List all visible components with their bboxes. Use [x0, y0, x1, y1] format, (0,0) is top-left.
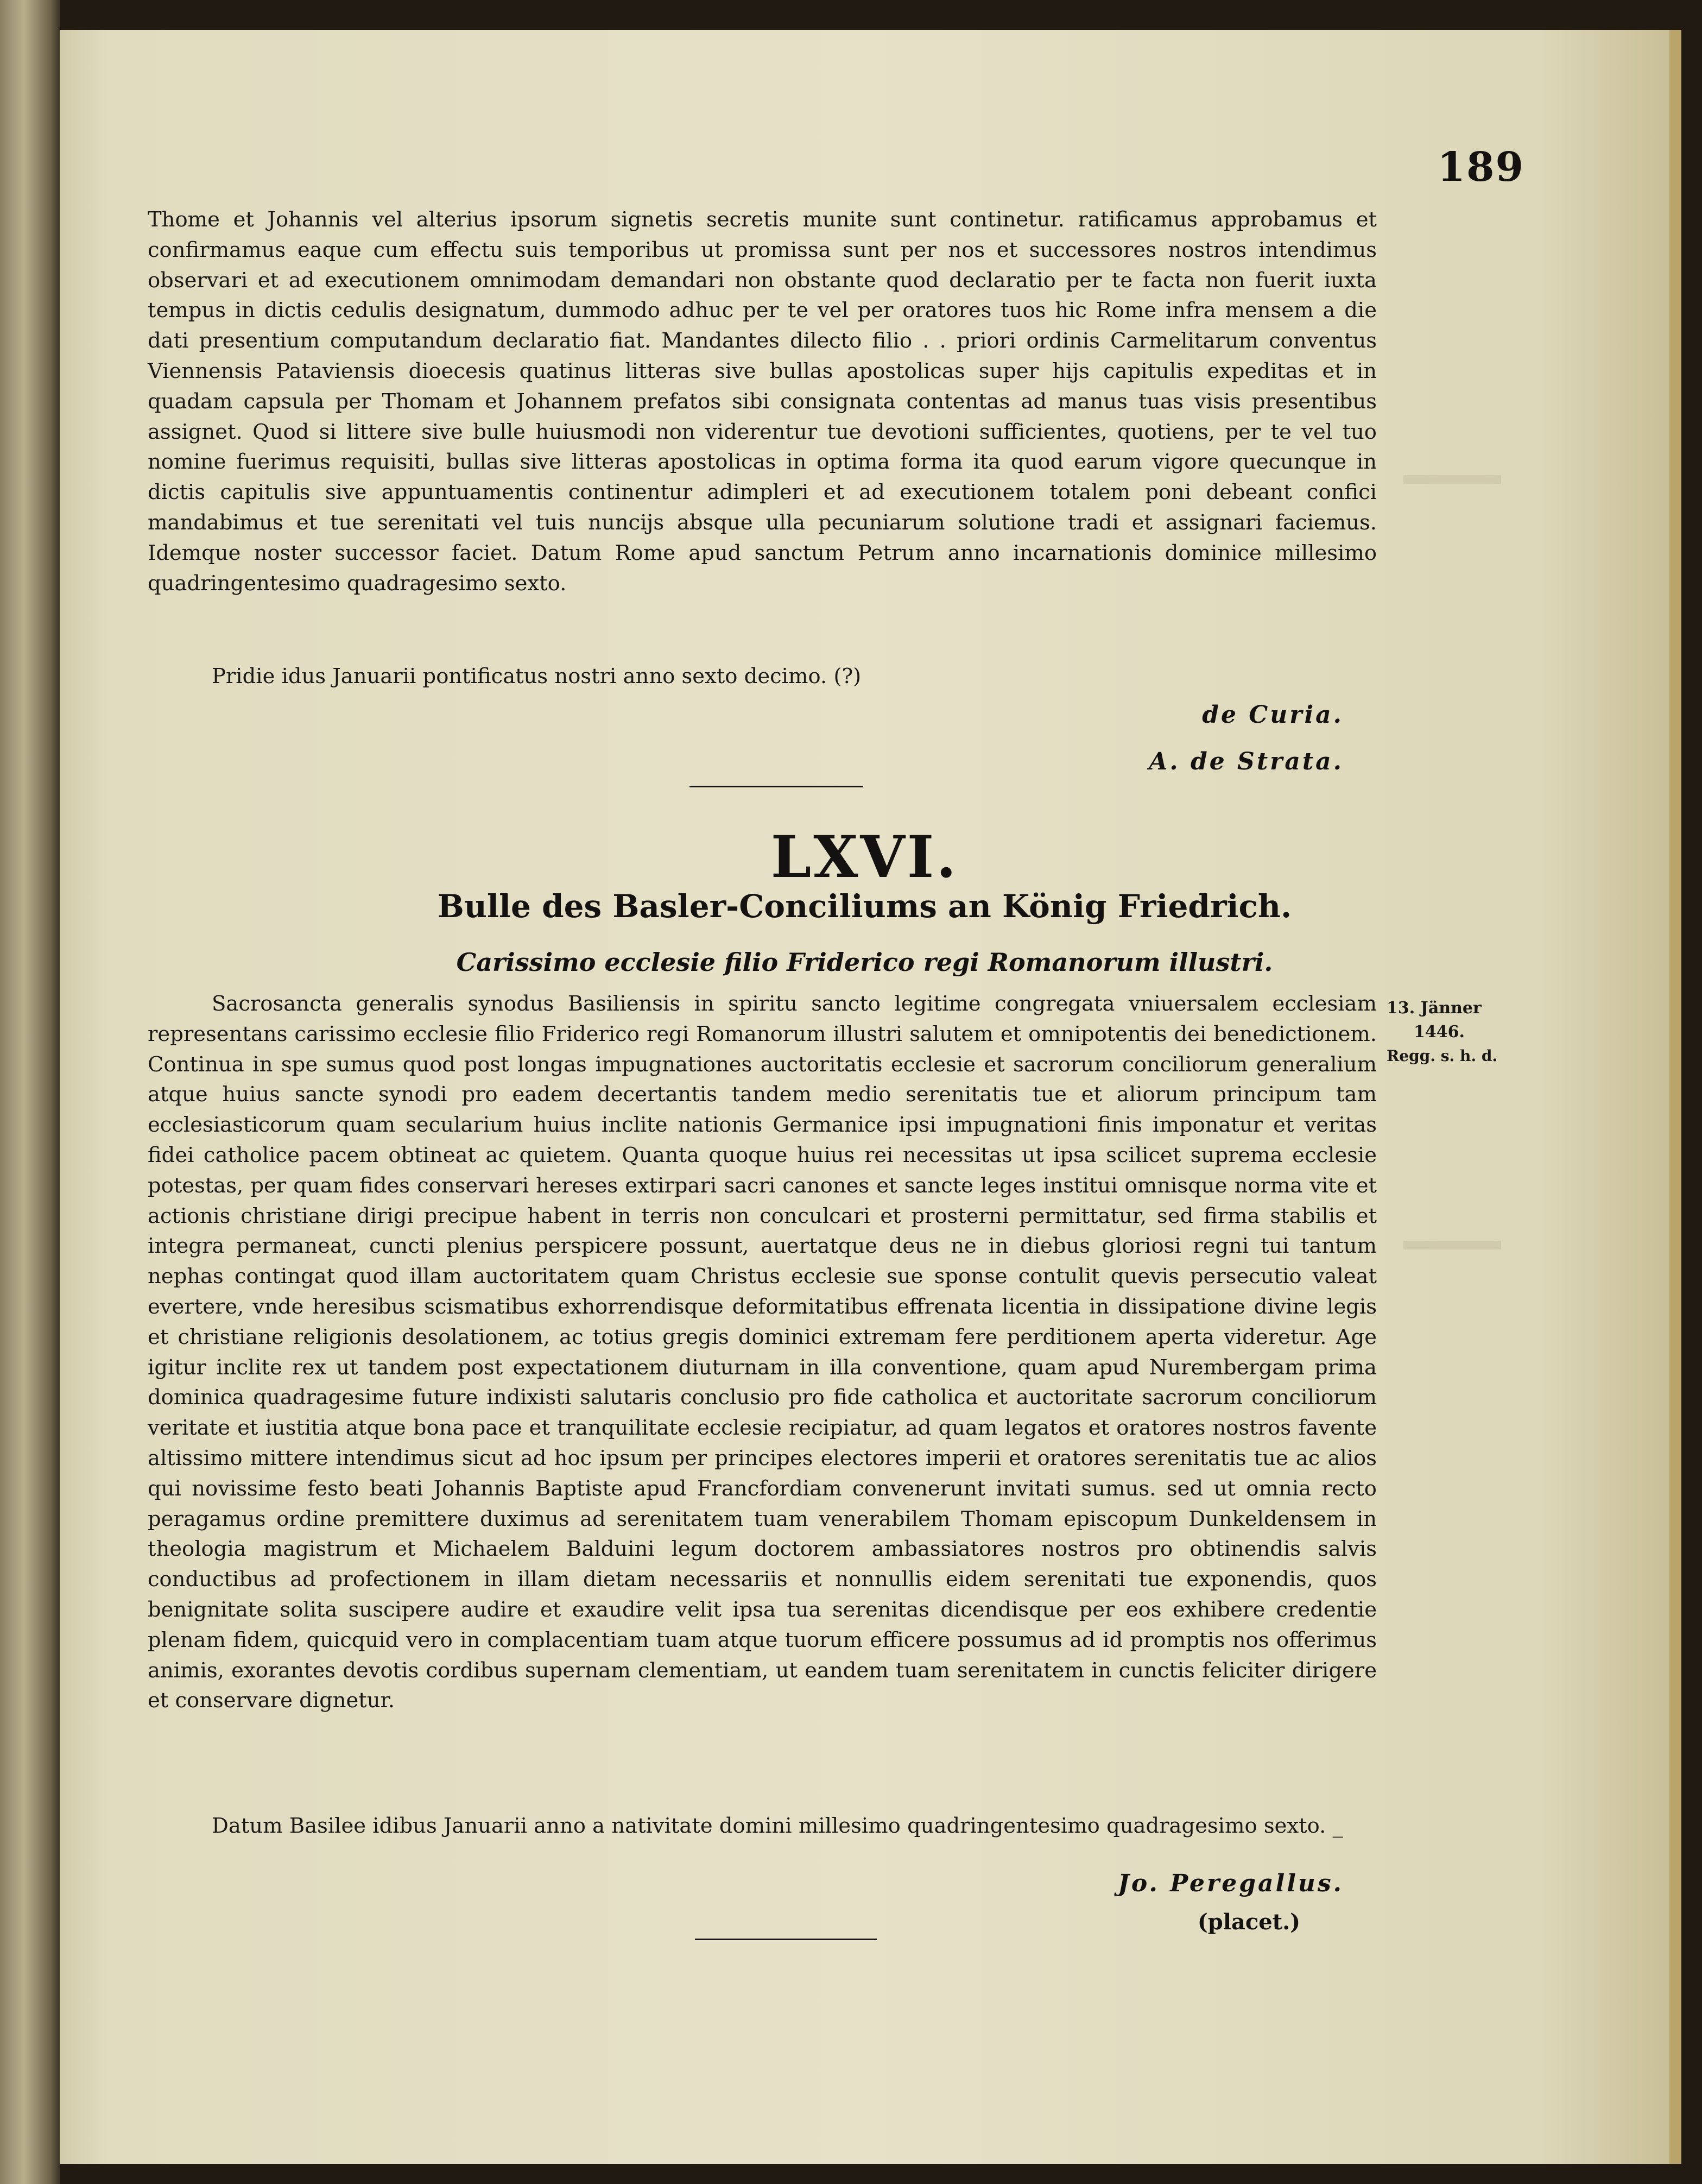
left-page-edge: [0, 0, 60, 2184]
document-body: Sacrosancta generalis synodus Basiliensis in spiritu sancto legitime congregata vniuersalem ecclesiam representans carissimo ecclesie filio Friderico regi Romanorum illustri salutem et omnipotentis dei benedictionem. Continua in spe sumus quod post longas impugnationes auctoritatis ecclesie et sacrorum conciliorum generalium atque huius sancte synodi pro eadem decertantis tandem medio serenitatis tue et aliorum principum tam ecclesiasticorum quam secularium huius inclite nationis Germanice ipsi impugnationi finis imponatur et veritas fidei catholice pacem obtineat ac quietem. Quanta quoque huius rei necessitas ut ipsa scilicet suprema ecclesie potestas, per quam fides conservari hereses extirpari sacri canones et sancte leges institui omnisque norma vite et actionis christiane dirigi precipue habent in terris non conculcari et prosterni permittatur, sed firma stabilis et integra permaneat, cuncti plenius perspicere possunt, auertatque deus ne in diebus gloriosi regni tui tantum nephas contingat quod illam auctoritatem quam Christus ecclesie sue sponse contulit quevis persecutio valeat evertere, vnde heresibus scismatibus exhorrendisque deformitatibus effrenata licentia in dissipatione divine legis et christiane religionis desolationem, ac totius gregis dominici extremam fere perditionem aperta videretur. Age igitur inclite rex ut tandem post expectationem diuturnam in illa conventione, quam apud Nurembergam prima dominica quadragesime future indixisti salutaris conclusio pro fide catholica et auctoritate sacrorum conciliorum veritate et iustitia atque bona pace et tranquilitate ecclesie recipiatur, ad quam legatos et oratores nostros favente altissimo mittere intendimus sicut ad hoc ipsum per principes electores imperii et oratores serenitatis tue ac alios qui novissime festo beati Johannis Baptiste apud Francfordiam convenerunt invitati sumus. sed ut omnia recto peragamus ordine premittere duximus ad serenitatem tuam venerabilem Thomam episcopum Dunkeldensem in theologia magistrum et Michaelem Balduini legum doctorem ambassiatores nostros pro obtinendis salvis conductibus ad profectionem in illam dietam necessariis et nonnullis eidem serenitati tue exponendis, quos benignitate solita suscipere audire et exaudire velit ipsa tua serenitas dicendisque per eos exhibere credentie plenam fidem, quicquid vero in complacentiam tuam atque tuorum efficere possumus ad id promptis nos offerimus animis, exorantes devotis cordibus supernam clementiam, ut eandem tuam serenitatem in cunctis feliciter dirigere et conservare dignetur.: [148, 992, 1377, 1713]
signature-de-strata: A. de Strata.: [1149, 748, 1344, 775]
margin-year: 1446.: [1414, 1022, 1465, 1041]
margin-date: 13. Jänner: [1387, 999, 1482, 1018]
signature-de-curia: de Curia.: [1202, 701, 1344, 729]
placet-note: (placet.): [1197, 1909, 1300, 1935]
margin-source: Regg. s. h. d.: [1387, 1047, 1498, 1065]
bleed-through-mark: [1403, 1241, 1501, 1249]
page-number: 189: [1437, 144, 1524, 191]
document-address: Carissimo ecclesie filio Friderico regi Romanorum illustri.: [456, 948, 1273, 977]
closing-rule: [695, 1939, 877, 1940]
book-page: [60, 30, 1681, 2164]
previous-document-dating: Pridie idus Januarii pontificatus nostri anno sexto decimo. (?): [212, 664, 862, 689]
separator-rule: [689, 786, 863, 787]
document-dating: Datum Basilee idibus Januarii anno a nativitate domini millesimo quadringentesimo quadragesimo sexto. _: [212, 1814, 1343, 1838]
document-number: LXVI.: [770, 823, 959, 891]
previous-document-text: Thome et Johannis vel alterius ipsorum signetis secretis munite sunt continetur. ratificamus approbamus et confirmamus eaque cum effectu suis temporibus ut promissa sunt per nos et successores nostros intendimus observari et ad executionem omnimodam demandari non obstante quod declaratio per te facta non fuerit iuxta tempus in dictis cedulis designatum, dummodo adhuc per te vel per oratores tuos hic Rome infra mensem a die dati presentium computandum declaratio fiat. Mandantes dilecto filio . . priori ordinis Carmelitarum conventus Viennensis Pataviensis dioecesis quatinus litteras sive bullas apostolicas super hijs capitulis expeditas et in quadam capsula per Thomam et Johannem prefatos sibi consignata contentas ad manus tuas visis presentibus assignet. Quod si littere sive bulle huiusmodi non viderentur tue devotioni sufficientes, quotiens, per te vel tuo nomine fuerimus requisiti, bullas sive litteras apostolicas in optima forma ita quod earum vigore quecunque in dictis capitulis sive appuntuamentis continentur adimpleri et ad executionem totalem poni debeant confici mandabimus et tue serenitati vel tuis nuncijs absque ulla pecuniarum solutione tradi et assignari faciemus. Idemque noster successor faciet. Datum Rome apud sanctum Petrum anno incarnationis dominice millesimo quadringentesimo quadragesimo sexto.: [148, 207, 1377, 596]
bleed-through-mark: [1403, 475, 1501, 484]
signature-peregallus: Jo. Peregallus.: [1118, 1870, 1344, 1897]
document-title: Bulle des Basler-Conciliums an König Friedrich.: [437, 888, 1292, 925]
